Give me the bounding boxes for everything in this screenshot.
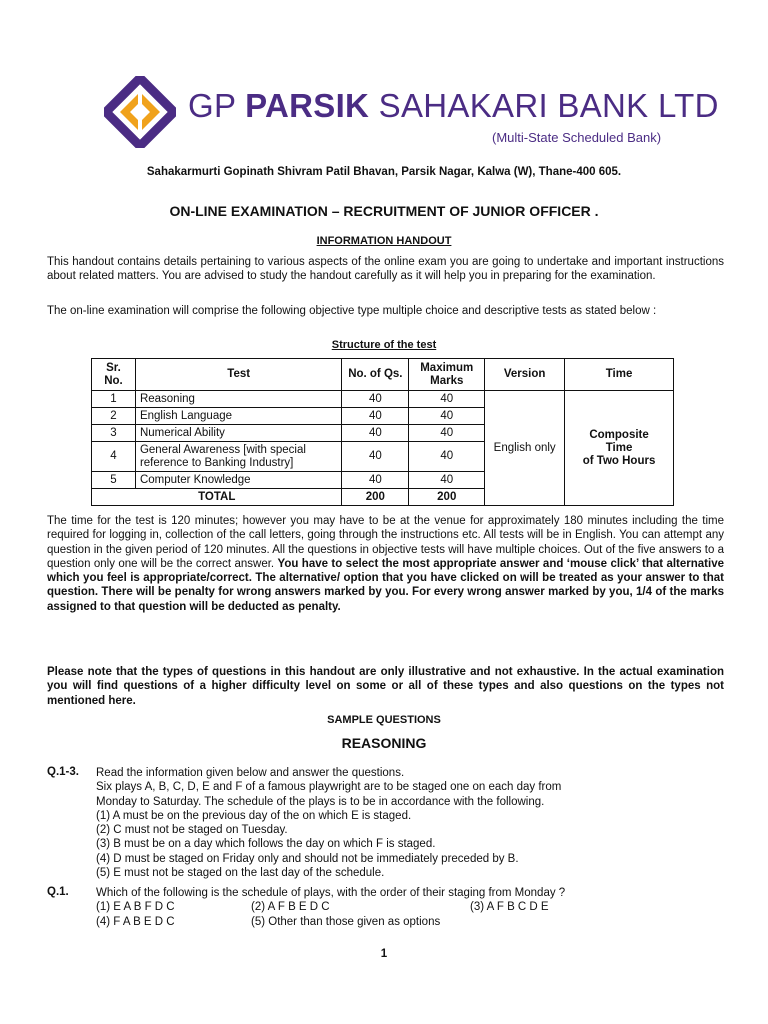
question-1-label: Q.1. [47,886,69,898]
cell-test: Reasoning [135,391,341,408]
total-label: TOTAL [92,489,342,506]
note-paragraph: Please note that the types of questions in this handout are only illustrative and not exhaustive. In the actual examination you will find questions of a higher difficulty level on some or all of these types and also questions on the types not mentioned here. [47,666,724,707]
cell-sr: 2 [92,408,136,425]
question-set-line: Six plays A, B, C, D, E and F of a famous playwright are to be staged one on each day from [96,781,562,794]
cell-qs: 40 [342,442,409,472]
cell-marks: 40 [409,408,485,425]
cell-qs: 40 [342,408,409,425]
cell-sr: 3 [92,425,136,442]
time-line-1: Composite [589,428,649,441]
intro-paragraph-1: This handout contains details pertaining to various aspects of the online exam you are going to undertake and important instructions about related matters. You are advised to study the handout carefully as it will help you in preparing for the examination. [47,256,724,283]
cell-qs: 40 [342,472,409,489]
total-marks: 200 [409,489,485,506]
question-1-text: Which of the following is the schedule of plays, with the order of their staging from Monday ? [96,887,566,899]
cell-sr: 1 [92,391,136,408]
question-set-line: Monday to Saturday. The schedule of the plays is to be in accordance with the following. [96,795,545,808]
question-set-line: (2) C must not be staged on Tuesday. [96,824,288,837]
time-paragraph-bold: You have to select the most appropriate answer and ‘mouse click’ that alternative which you feel is appropriate/correct. The alternative/ option that you have clicked on will be treated as your answer to that question. There will be penalty for wrong answers marked by you. For every wrong answer marked by you, 1/4 of the marks assigned to that question will be deducted as penalty. [47,557,724,613]
time-paragraph [47,514,724,614]
option-4: (4) F A B E D C [96,915,175,928]
col-test-header: Test [135,359,341,391]
cell-test: General Awareness [with special reference to Banking Industry] [135,442,341,472]
question-1-body [96,886,726,929]
cell-time [565,391,674,506]
section-heading: REASONING [341,735,427,751]
time-line-2: Time [605,441,633,454]
col-version-header: Version [485,359,565,391]
cell-test: English Language [135,408,341,425]
option-3: (3) A F B C D E [470,901,549,914]
handout-title: INFORMATION HANDOUT [316,235,452,247]
bank-logo [96,72,719,152]
intro-paragraph-2: The on-line examination will comprise the following objective type multiple choice and descriptive tests as stated below : [47,305,657,317]
bank-emblem-icon [104,76,176,148]
question-set-line: (4) D must be staged on Friday only and should not be immediately preceded by B. [96,852,519,865]
page-number: 1 [380,948,388,960]
question-set-line: (5) E must not be staged on the last day of the schedule. [96,867,385,880]
question-set-label: Q.1-3. [47,766,79,778]
table-header-row [92,359,674,391]
option-1: (1) E A B F D C [96,901,175,914]
cell-marks: 40 [409,425,485,442]
col-time-header: Time [565,359,674,391]
table-row [92,391,674,408]
sample-questions-heading: SAMPLE QUESTIONS [327,714,441,726]
options-row-2 [96,915,726,929]
cell-sr: 5 [92,472,136,489]
option-2: (2) A F B E D C [251,901,330,914]
question-set-line: (3) B must be on a day which follows the day on which F is staged. [96,838,436,851]
page-title: ON-LINE EXAMINATION – RECRUITMENT OF JUNIOR OFFICER . [169,203,599,219]
cell-version: English only [485,391,565,506]
time-line-3: of Two Hours [582,454,656,467]
cell-test: Numerical Ability [135,425,341,442]
cell-test: Computer Knowledge [135,472,341,489]
cell-sr: 4 [92,442,136,472]
col-qs-header: No. of Qs. [342,359,409,391]
structure-title: Structure of the test [331,339,437,351]
question-set-line: (1) A must be on the previous day of the on which E is staged. [96,809,412,822]
cell-marks: 40 [409,472,485,489]
cell-qs: 40 [342,391,409,408]
total-qs: 200 [342,489,409,506]
bank-subtitle: (Multi-State Scheduled Bank) [492,130,662,145]
bank-address: Sahakarmurti Gopinath Shivram Patil Bhavan, Parsik Nagar, Kalwa (W), Thane-400 605. [146,166,622,178]
test-structure-table [91,358,674,506]
time-paragraph-normal: The time for the test is 120 minutes; however you may have to be at the venue for approximately 180 minutes including the time required for logging in, collection of the call letters, going through the instructions etc. All tests will be in English. You can attempt any question in the given period of 120 minutes. All the questions in objective tests will have multiple choices. Out of the five answers to a question only one will be the correct answer. [47,515,724,570]
col-marks-header: Maximum Marks [409,359,485,391]
option-5: (5) Other than those given as options [251,915,441,928]
cell-marks: 40 [409,391,485,408]
question-set-body [96,766,726,880]
bank-name: GP PARSIK SAHAKARI BANK LTD [188,87,719,124]
cell-marks: 40 [409,442,485,472]
cell-qs: 40 [342,425,409,442]
col-sr-header: Sr. No. [92,359,136,391]
question-set-line: Read the information given below and answer the questions. [96,767,405,779]
options-row-1 [96,900,726,914]
